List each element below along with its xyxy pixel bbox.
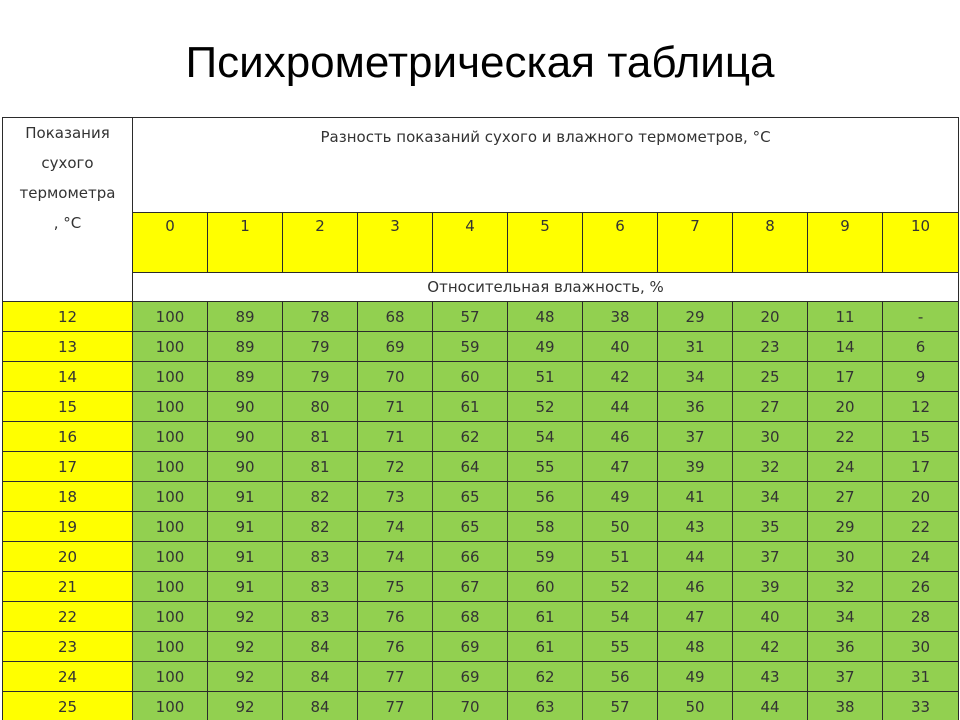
humidity-cell: 78 [283,302,358,332]
humidity-cell: 22 [883,512,959,542]
humidity-cell: 27 [733,392,808,422]
humidity-cell: 57 [583,692,658,720]
humidity-cell: 69 [358,332,433,362]
humidity-cell: 20 [883,482,959,512]
column-header-label: 7 [690,217,700,235]
humidity-cell: 23 [733,332,808,362]
humidity-cell: 100 [133,692,208,720]
humidity-cell: 100 [133,422,208,452]
humidity-cell: 26 [883,572,959,602]
humidity-cell: 66 [433,542,508,572]
table-row [3,302,959,332]
humidity-cell: 46 [583,422,658,452]
humidity-cell: 56 [508,482,583,512]
column-header [583,213,658,273]
humidity-cell: 60 [433,362,508,392]
corner-label-line: Показания [25,124,110,142]
humidity-cell: 12 [883,392,959,422]
humidity-cell: 30 [808,542,883,572]
humidity-cell: 36 [808,632,883,662]
humidity-cell: 37 [733,542,808,572]
humidity-cell: 32 [808,572,883,602]
humidity-cell: 44 [583,392,658,422]
difference-header [133,118,959,213]
table-row [3,422,959,452]
humidity-cell: 34 [658,362,733,392]
humidity-cell: 44 [658,542,733,572]
humidity-cell: 50 [658,692,733,720]
table-row [3,332,959,362]
column-header-label: 3 [390,217,400,235]
humidity-cell: 47 [583,452,658,482]
humidity-cell: 38 [583,302,658,332]
humidity-cell: 14 [808,332,883,362]
humidity-cell: 100 [133,302,208,332]
row-header-temperature: 13 [3,332,133,362]
humidity-cell: 30 [883,632,959,662]
humidity-cell: 56 [583,662,658,692]
humidity-cell: 89 [208,362,283,392]
column-header [508,213,583,273]
table-row [3,392,959,422]
row-header-temperature: 21 [3,572,133,602]
humidity-cell: 71 [358,392,433,422]
humidity-cell: 31 [883,662,959,692]
difference-header-label: Разность показаний сухого и влажного термометров, °С [320,128,771,146]
humidity-cell: 54 [508,422,583,452]
humidity-cell: 92 [208,602,283,632]
humidity-cell: 81 [283,452,358,482]
humidity-cell: 68 [433,602,508,632]
column-header-label: 4 [465,217,475,235]
humidity-cell: 100 [133,392,208,422]
corner-header [3,118,133,302]
humidity-cell: 74 [358,542,433,572]
psychrometric-table-container [2,117,958,720]
humidity-cell: 70 [433,692,508,720]
row-header-temperature: 25 [3,692,133,720]
column-header-label: 5 [540,217,550,235]
humidity-cell: 62 [433,422,508,452]
page-title: Психрометрическая таблица [185,38,775,87]
column-header [883,213,959,273]
column-header [358,213,433,273]
humidity-cell: 17 [808,362,883,392]
humidity-cell: 24 [883,542,959,572]
humidity-cell: 43 [733,662,808,692]
humidity-cell: 61 [433,392,508,422]
humidity-cell: 33 [883,692,959,720]
humidity-cell: 64 [433,452,508,482]
humidity-cell: 11 [808,302,883,332]
humidity-cell: 49 [658,662,733,692]
column-header [733,213,808,273]
humidity-cell: 89 [208,302,283,332]
humidity-cell: 76 [358,632,433,662]
humidity-cell: 55 [508,452,583,482]
humidity-cell: 80 [283,392,358,422]
humidity-cell: 100 [133,662,208,692]
humidity-cell: 60 [508,572,583,602]
humidity-cell: 84 [283,692,358,720]
humidity-cell: 15 [883,422,959,452]
column-header-label: 2 [315,217,325,235]
humidity-cell: 36 [658,392,733,422]
humidity-cell: 100 [133,332,208,362]
humidity-cell: 43 [658,512,733,542]
humidity-cell: 20 [733,302,808,332]
humidity-cell: 69 [433,662,508,692]
humidity-cell: 49 [508,332,583,362]
humidity-cell: 55 [583,632,658,662]
column-header [133,213,208,273]
row-header-temperature: 15 [3,392,133,422]
row-header-temperature: 22 [3,602,133,632]
humidity-cell: 31 [658,332,733,362]
humidity-cell: 35 [733,512,808,542]
humidity-cell: 62 [508,662,583,692]
column-header [283,213,358,273]
humidity-cell: 90 [208,452,283,482]
humidity-cell: 37 [808,662,883,692]
column-header-label: 0 [165,217,175,235]
humidity-cell: 69 [433,632,508,662]
humidity-cell: 38 [808,692,883,720]
table-row [3,662,959,692]
corner-label-line: термометра [19,184,116,202]
humidity-cell: 83 [283,572,358,602]
humidity-cell: 29 [808,512,883,542]
humidity-cell: 34 [733,482,808,512]
humidity-cell: 100 [133,512,208,542]
humidity-cell: 51 [508,362,583,392]
humidity-cell: 39 [733,572,808,602]
humidity-cell: 47 [658,602,733,632]
humidity-cell: 91 [208,572,283,602]
humidity-cell: 91 [208,542,283,572]
humidity-cell: 52 [508,392,583,422]
humidity-cell: 81 [283,422,358,452]
humidity-cell: 54 [583,602,658,632]
humidity-cell: 65 [433,512,508,542]
humidity-cell: 89 [208,332,283,362]
humidity-cell: 20 [808,392,883,422]
humidity-cell: 70 [358,362,433,392]
humidity-cell: 6 [883,332,959,362]
humidity-cell: 100 [133,602,208,632]
humidity-cell: 32 [733,452,808,482]
humidity-cell: 71 [358,422,433,452]
column-header-label: 8 [765,217,775,235]
table-row [3,542,959,572]
humidity-cell: 34 [808,602,883,632]
humidity-cell: 9 [883,362,959,392]
humidity-cell: 48 [658,632,733,662]
humidity-cell: 92 [208,662,283,692]
humidity-cell: 67 [433,572,508,602]
humidity-cell: 76 [358,602,433,632]
table-row [3,512,959,542]
humidity-cell: 100 [133,572,208,602]
column-header [658,213,733,273]
table-row [3,692,959,720]
humidity-cell: 83 [283,602,358,632]
row-header-temperature: 23 [3,632,133,662]
humidity-cell: 28 [883,602,959,632]
humidity-cell: 63 [508,692,583,720]
humidity-cell: 65 [433,482,508,512]
humidity-cell: 48 [508,302,583,332]
humidity-cell: 29 [658,302,733,332]
humidity-cell: 24 [808,452,883,482]
table-row [3,632,959,662]
row-header-temperature: 20 [3,542,133,572]
humidity-cell: 84 [283,662,358,692]
column-header-label: 1 [240,217,250,235]
humidity-cell: 61 [508,602,583,632]
humidity-cell: 82 [283,482,358,512]
humidity-cell: 58 [508,512,583,542]
humidity-cell: 72 [358,452,433,482]
humidity-cell: 42 [733,632,808,662]
humidity-cell: 84 [283,632,358,662]
humidity-cell: 73 [358,482,433,512]
humidity-cell: 49 [583,482,658,512]
corner-label-line: , °С [53,214,82,232]
column-header [433,213,508,273]
humidity-cell: 77 [358,692,433,720]
humidity-cell: 83 [283,542,358,572]
humidity-cell: 82 [283,512,358,542]
humidity-cell: 44 [733,692,808,720]
humidity-cell: 50 [583,512,658,542]
psychrometric-table [2,117,959,720]
humidity-cell: 92 [208,692,283,720]
column-header-label: 6 [615,217,625,235]
humidity-cell: 100 [133,542,208,572]
humidity-cell: 100 [133,452,208,482]
table-row [3,482,959,512]
humidity-cell: 100 [133,482,208,512]
humidity-cell: 79 [283,362,358,392]
humidity-cell: - [883,302,959,332]
humidity-cell: 46 [658,572,733,602]
row-header-temperature: 12 [3,302,133,332]
row-header-temperature: 17 [3,452,133,482]
row-header-temperature: 16 [3,422,133,452]
humidity-cell: 77 [358,662,433,692]
humidity-cell: 59 [508,542,583,572]
humidity-cell: 61 [508,632,583,662]
humidity-cell: 90 [208,392,283,422]
humidity-cell: 40 [733,602,808,632]
humidity-cell: 75 [358,572,433,602]
column-header-label: 9 [840,217,850,235]
humidity-cell: 52 [583,572,658,602]
humidity-cell: 90 [208,422,283,452]
humidity-cell: 22 [808,422,883,452]
row-header-temperature: 19 [3,512,133,542]
humidity-cell: 74 [358,512,433,542]
row-header-temperature: 24 [3,662,133,692]
humidity-cell: 30 [733,422,808,452]
humidity-cell: 25 [733,362,808,392]
humidity-header: Относительная влажность, % [133,273,959,302]
humidity-cell: 79 [283,332,358,362]
column-header [808,213,883,273]
humidity-cell: 42 [583,362,658,392]
humidity-cell: 91 [208,482,283,512]
column-header-label: 10 [910,217,931,235]
humidity-cell: 17 [883,452,959,482]
header-row-difference [3,118,959,213]
humidity-cell: 51 [583,542,658,572]
humidity-cell: 92 [208,632,283,662]
humidity-cell: 100 [133,362,208,392]
humidity-cell: 57 [433,302,508,332]
table-row [3,452,959,482]
corner-label-line: сухого [41,154,94,172]
humidity-cell: 40 [583,332,658,362]
table-row [3,572,959,602]
column-header [208,213,283,273]
humidity-cell: 27 [808,482,883,512]
humidity-cell: 41 [658,482,733,512]
humidity-cell: 39 [658,452,733,482]
humidity-cell: 37 [658,422,733,452]
table-row [3,362,959,392]
row-header-temperature: 14 [3,362,133,392]
humidity-cell: 100 [133,632,208,662]
header-row-columns [3,213,959,273]
row-header-temperature: 18 [3,482,133,512]
humidity-cell: 91 [208,512,283,542]
humidity-cell: 68 [358,302,433,332]
humidity-cell: 59 [433,332,508,362]
header-row-humidity [3,273,959,302]
table-row [3,602,959,632]
